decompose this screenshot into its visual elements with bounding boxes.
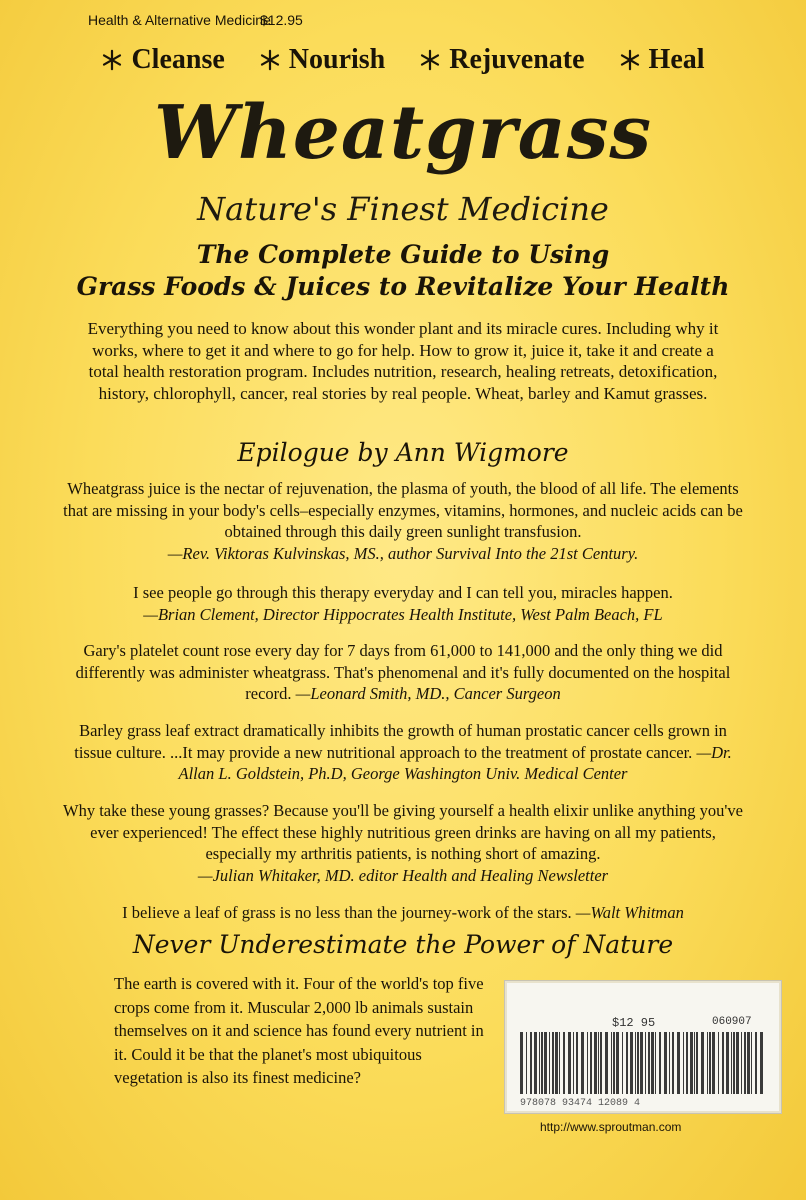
barcode-digits: 978078 93474 12089 4 bbox=[520, 1098, 641, 1109]
quote-attribution: —Julian Whitaker, MD. editor Health and Healing Newsletter bbox=[197, 865, 609, 885]
quote-text: I believe a leaf of grass is no less than the journey-work of the stars. bbox=[122, 903, 572, 922]
keyword-heal bbox=[619, 44, 705, 76]
keyword-nourish bbox=[259, 44, 385, 76]
keyword-label: Nourish bbox=[288, 44, 386, 75]
asterisk-icon bbox=[619, 49, 641, 71]
guide-tagline-line1: The Complete Guide to Using bbox=[196, 240, 610, 269]
book-title: Wheatgrass bbox=[153, 90, 653, 176]
quote-goldstein bbox=[60, 720, 746, 785]
guide-tagline-line2: Grass Foods & Juices to Revitalize Your Health bbox=[76, 272, 730, 301]
quote-attribution: —Leonard Smith, MD., Cancer Surgeon bbox=[295, 684, 561, 703]
quote-attribution: —Brian Clement, Director Hippocrates Health Institute, West Palm Beach, FL bbox=[143, 604, 663, 624]
keyword-rejuvenate bbox=[419, 44, 584, 76]
quote-attribution: —Rev. Viktoras Kulvinskas, MS., author Survival Into the 21st Century. bbox=[167, 543, 639, 563]
quote-text: Why take these young grasses? Because you'll be giving yourself a health elixir unlike anything you've ever experienced! The effect these highly nutritious green drinks are having on all my patients, especially my arthritis patients, is nothing short of amazing. bbox=[63, 801, 743, 863]
barcode-icon bbox=[518, 1032, 766, 1096]
quote-attribution: —Walt Whitman bbox=[575, 903, 684, 922]
intro-paragraph: Everything you need to know about this wonder plant and its miracle cures. Including why it works, where to get it and where to go for help. How to grow it, juice it, take it and create a total health restoration program. Includes nutrition, research, healing retreats, detoxification, history, chlorophyll, cancer, real stories by real people. Wheat, barley and Kamut grasses. bbox=[87, 319, 719, 403]
quote-clement bbox=[60, 582, 746, 625]
price-label: $12.95 bbox=[260, 12, 303, 28]
barcode-price: $12 95 bbox=[612, 1016, 656, 1030]
quote-text: Wheatgrass juice is the nectar of rejuvenation, the plasma of youth, the blood of all life. The elements that are missing in your body's cells–especially enzymes, vitamins, hormones, and nucleic acids can be obtained through this daily green sunlight transfusion. bbox=[63, 479, 743, 541]
category-label: Health & Alternative Medicine bbox=[88, 12, 271, 28]
keyword-row bbox=[0, 44, 806, 76]
quote-attribution: —Dr. Allan L. Goldstein, Ph.D, George Washington Univ. Medical Center bbox=[178, 742, 732, 783]
barcode-code: 060907 bbox=[712, 1016, 752, 1028]
quote-text: Gary's platelet count rose every day for 7 days from 61,000 to 141,000 and the only thing we did differently was administer wheatgrass. That's phenomenal and it's fully documented on the hospital record. bbox=[75, 641, 731, 703]
closing-paragraph: The earth is covered with it. Four of the world's top five crops come from it. Muscular 2,000 lb animals sustain themselves on it and science has found every nutrient in it. Could it be that the planet's most ubiquitous vegetation is also its finest medicine? bbox=[114, 974, 484, 1087]
keyword-cleanse bbox=[101, 44, 224, 76]
quote-smith bbox=[60, 640, 746, 705]
keyword-label: Cleanse bbox=[131, 44, 225, 75]
asterisk-icon bbox=[101, 49, 123, 71]
epilogue-heading: Epilogue by Ann Wigmore bbox=[237, 438, 569, 467]
quote-text: I see people go through this therapy everyday and I can tell you, miracles happen. bbox=[133, 583, 673, 602]
keyword-label: Rejuvenate bbox=[449, 44, 585, 75]
quote-kulvinskas bbox=[60, 478, 746, 564]
keyword-label: Heal bbox=[648, 44, 705, 75]
quote-text: Barley grass leaf extract dramatically inhibits the growth of human prostatic cancer cells grown in tissue culture. ...It may provide a new nutritional approach to the treatment of prostate cancer. bbox=[74, 721, 727, 762]
website-url: http://www.sproutman.com bbox=[540, 1120, 682, 1134]
never-underestimate-heading: Never Underestimate the Power of Nature bbox=[132, 930, 674, 959]
quote-whitman bbox=[60, 902, 746, 924]
quote-whitaker bbox=[60, 800, 746, 886]
asterisk-icon bbox=[259, 49, 281, 71]
book-subtitle: Nature's Finest Medicine bbox=[197, 190, 609, 228]
asterisk-icon bbox=[419, 49, 441, 71]
